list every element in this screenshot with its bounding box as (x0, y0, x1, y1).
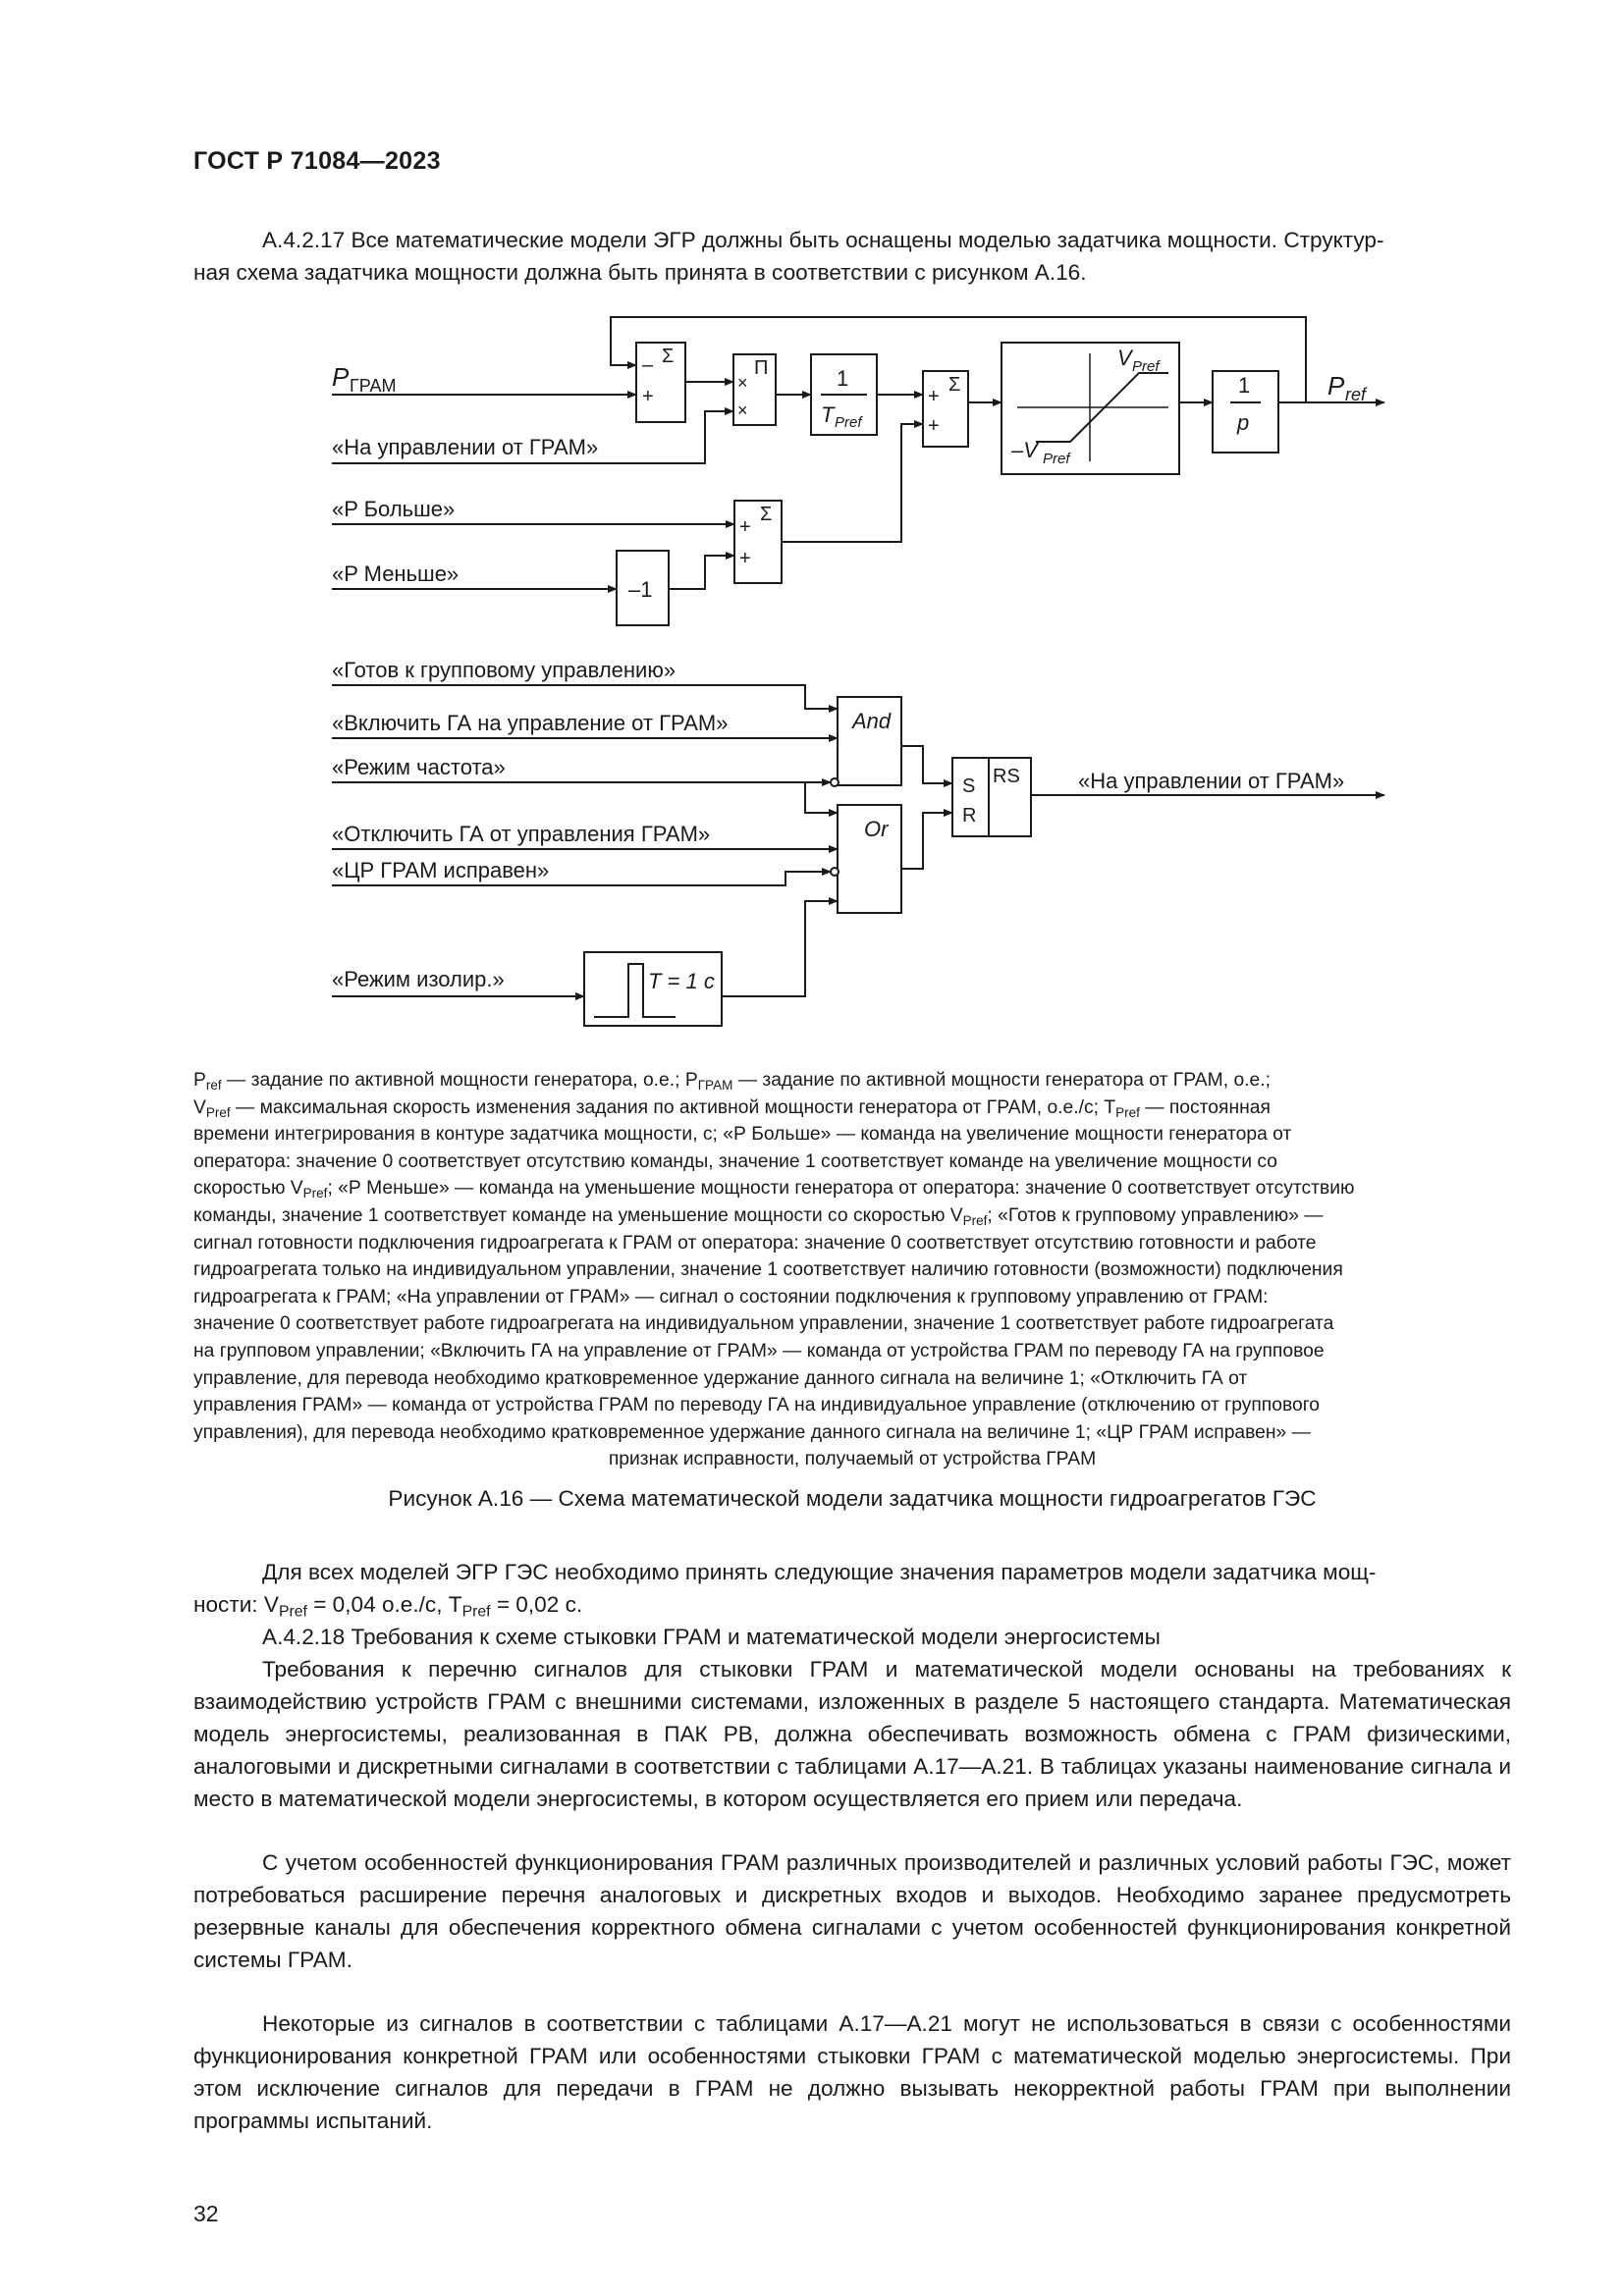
wire-and-s (901, 746, 952, 783)
paragraph-3: Некоторые из сигналов в соответствии с таблицами А.17—А.21 могут не использоваться в связи с особенностями функционирования конкретной ГРАМ или особенностями стыковки ГРАМ с математической моделью энергосистемы. При этом исключение сигналов для передачи в ГРАМ не должно вызывать некорректной работы ГРАМ при выполнении программы испытаний. (193, 2011, 1511, 2133)
sum3-symbol: Σ (760, 504, 773, 525)
mult-symbol: Π (754, 357, 769, 379)
wire-sum3-sum2 (782, 424, 923, 542)
limiter-vmin-sub: Pref (1043, 451, 1070, 467)
caption-line: $P_{ref}$ — задание по активной мощности генератора, о.е.; $P_{ГРАМ}$ — задание по активной мощности генератора от ГРАМ, о.е.; (193, 1070, 1271, 1094)
caption-last-line: признак исправности, получаемый от устройства ГРАМ (608, 1449, 1097, 1470)
page-number: 32 (193, 2201, 219, 2226)
figure-title: Рисунок А.16 — Схема математической модели задатчика мощности гидроагрегатов ГЭС (388, 1486, 1317, 1511)
rs-label: RS (993, 766, 1020, 787)
label-p-gram-sub: ГРАМ (350, 376, 397, 396)
caption-line: гидроагрегата только на индивидуальном управлении, значение 1 соответствует наличию готовности (возможности) подключения (193, 1259, 1343, 1281)
label-na-upravlenii: «На управлении от ГРАМ» (332, 435, 599, 459)
sum2-symbol: Σ (948, 374, 961, 396)
label-out-na-upravlenii: «На управлении от ГРАМ» (1078, 769, 1345, 793)
limiter-vmax-sub: Pref (1132, 358, 1160, 375)
caption-line: команды, значение 1 соответствует команде на уменьшение мощности со скоростью $V_{Pref}$; «Готов к групповому управлению» — (193, 1204, 1324, 1229)
sum3-plus-1: + (739, 516, 751, 538)
caption-line: управления ГРАМ» — команда от устройства ГРАМ по переводу ГА на индивидуальное управление (отключению от группового (193, 1395, 1321, 1416)
inversion-circle-or (831, 868, 839, 876)
wire-gain-sum3 (669, 556, 734, 589)
label-cr-ispraven: «ЦР ГРАМ исправен» (332, 858, 550, 882)
label-gotov: «Готов к групповому управлению» (332, 658, 677, 682)
gain-value: –1 (628, 577, 653, 602)
paragraph-2: С учетом особенностей функционирования ГРАМ различных производителей и различных условий работы ГЭС, может потребоваться расширение перечня аналоговых и дискретных входов и выходов. Необходимо заранее предусмотреть резервные каналы для обеспечения корректного обмена сигналами с учетом особенностей функционирования конкретной системы ГРАМ. (193, 1850, 1511, 1972)
section-title: А.4.2.18 Требования к схеме стыковки ГРАМ и математической модели энергосистемы (262, 1625, 1161, 1649)
intro-line-1: А.4.2.17 Все математические модели ЭГР должны быть оснащены моделью задатчика мощности. Структур- (262, 228, 1384, 252)
label-p-menshe: «P Меньше» (332, 561, 460, 586)
intro-line-2: ная схема задатчика мощности должна быть принята в соответствии с рисунком А.16. (193, 260, 1087, 285)
tf-denominator-sub: Pref (835, 414, 862, 431)
r-label: R (962, 805, 977, 827)
limiter-vmax: V (1117, 346, 1132, 370)
params-paragraph (193, 1556, 1511, 1621)
or-label: Or (864, 817, 889, 841)
caption-line: сигнал готовности подключения гидроагрегата к ГРАМ от оператора: значение 0 соответствует отсутствию готовности и работе (193, 1232, 1317, 1254)
document-header: ГОСТ Р 71084—2023 (193, 147, 441, 175)
caption-line: оператора: значение 0 соответствует отсутствию команды, значение 1 соответствует команде на увеличение мощности со (193, 1150, 1277, 1172)
label-otklyuchit: «Отключить ГА от управления ГРАМ» (332, 822, 711, 846)
figure-caption (193, 1067, 1511, 1473)
caption-line: гидроагрегата к ГРАМ; «На управлении от ГРАМ» — сигнал о состоянии подключения к групповому управлению от ГРАМ: (193, 1286, 1269, 1308)
block-diagram (0, 0, 1624, 1041)
mult-times-1: × (737, 373, 748, 393)
label-vklyuchit: «Включить ГА на управление от ГРАМ» (332, 711, 729, 735)
sum1-plus: + (642, 386, 654, 407)
caption-line: на групповом управлении; «Включить ГА на управление от ГРАМ» — команда от устройства ГРАМ по переводу ГА на групповое (193, 1340, 1325, 1362)
label-rezhim-izolir: «Режим изолир.» (332, 967, 505, 991)
params-line-1: Для всех моделей ЭГР ГЭС необходимо принять следующие значения параметров модели задатчика мощ- (262, 1560, 1377, 1584)
paragraph-1: Требования к перечню сигналов для стыковки ГРАМ и математической модели основаны на требованиях к взаимодействию устройств ГРАМ с внешними системами, изложенных в разделе 5 настоящего стандарта. Математическая модель энергосистемы, реализованная в ПАК РВ, должна обеспечивать возможность обмена с ГРАМ физическими, аналоговыми и дискретными сигналами в соответствии с таблицами А.17—А.21. В таблицах указаны наименование сигнала и место в математической модели энергосистемы, в котором осуществляется его прием или передача. (193, 1657, 1511, 1811)
label-p-ref: P (1327, 371, 1345, 400)
wire-or-r (901, 813, 952, 869)
label-p-ref-sub: ref (1345, 385, 1367, 404)
wire-timer-or (722, 901, 838, 996)
integrator-numerator: 1 (1238, 373, 1251, 398)
sum2-plus-1: + (928, 386, 940, 407)
tf-denominator: T (821, 402, 835, 427)
caption-line: скоростью $V_{Pref}$; «Р Меньше» — команда на уменьшение мощности генератора от оператора: значение 0 соответствует отсутствию (193, 1178, 1355, 1201)
timer-label: T = 1 с (648, 969, 715, 993)
caption-line: управления), для перевода необходимо кратковременное удержание данного сигнала на величине 1; «ЦР ГРАМ исправен» — (193, 1421, 1311, 1443)
limiter-vmin: –V (1011, 438, 1038, 462)
sum3-plus-2: + (739, 548, 751, 569)
inversion-circle-and (831, 778, 839, 786)
sum2-plus-2: + (928, 415, 940, 437)
and-label: And (852, 709, 892, 733)
sum1-symbol: Σ (662, 346, 675, 367)
params-line-2: ности: $V_{Pref} = 0,04$ о.е./с, $T_{Pref} = 0,02$ с. (193, 1592, 583, 1621)
tf-numerator: 1 (837, 366, 849, 391)
wire-chastota-or (805, 782, 838, 813)
s-label: S (962, 775, 976, 797)
sum-block-3 (734, 501, 782, 583)
integrator-denominator: p (1237, 410, 1250, 435)
sum1-minus: – (642, 354, 654, 376)
caption-line: времени интегрирования в контуре задатчика мощности, с; «Р Больше» — команда на увеличение мощности генератора от (193, 1124, 1292, 1146)
label-rezhim-chastota: «Режим частота» (332, 755, 506, 779)
mult-times-2: × (737, 400, 748, 420)
label-p-bolshe: «P Больше» (332, 497, 456, 521)
wire-gotov (332, 685, 838, 709)
caption-line: значение 0 соответствует работе гидроагрегата на индивидуальном управлении, значение 1 соответствует работе гидроагрегата (193, 1313, 1334, 1335)
caption-line: $V_{Pref}$ — максимальная скорость изменения задания по активной мощности генератора от ГРАМ, о.е./с; $T_{Pref}$ — постоянная (193, 1096, 1271, 1120)
caption-line: управление, для перевода необходимо кратковременное удержание данного сигнала на величине 1; «Отключить ГА от (193, 1367, 1248, 1389)
label-p-gram: P (332, 362, 350, 392)
